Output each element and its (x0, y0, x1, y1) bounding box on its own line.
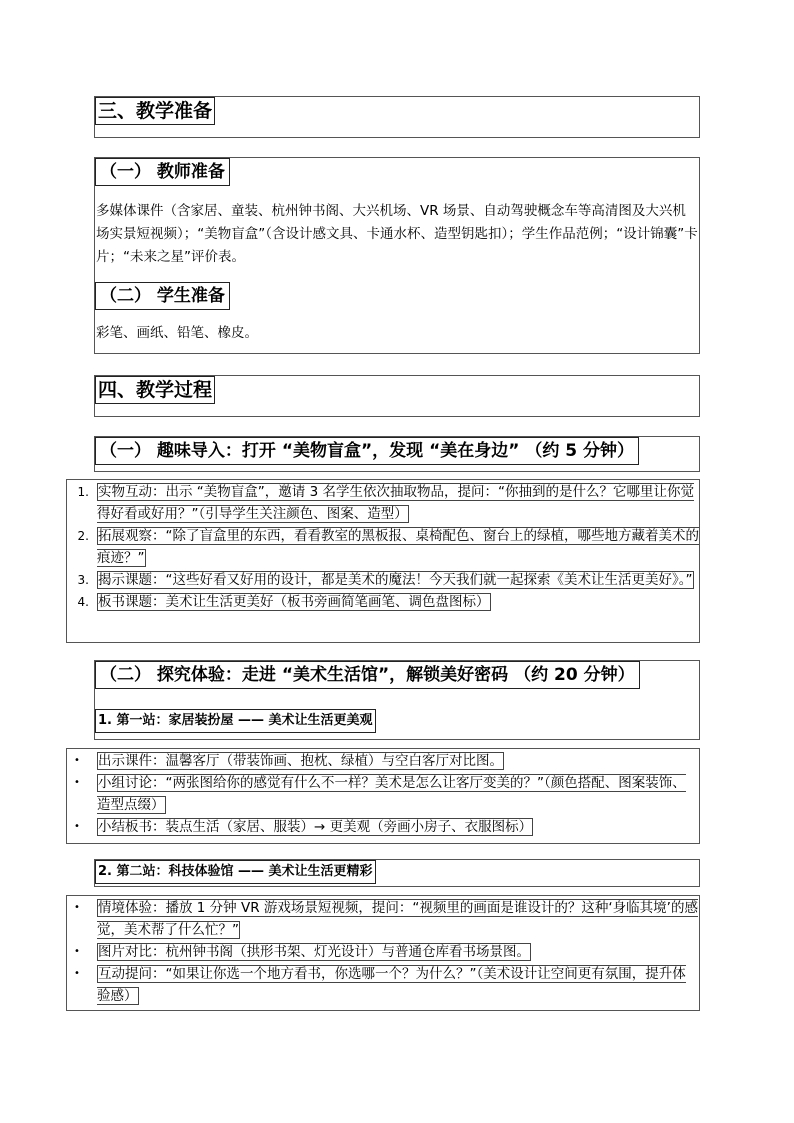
station-1-heading: 1. 第一站：家居装扮屋 —— 美术让生活更美观 (95, 709, 376, 733)
list-item-text: 小组讨论：“两张图给你的感觉有什么不一样？美术是怎么让客厅变美的？”（颜色搭配、图案装饰、造型点缀） (97, 775, 686, 813)
list-item-text: 揭示课题：“这些好看又好用的设计，都是美术的魔法！今天我们就一起探索《美术让生活更美好》。” (98, 572, 693, 588)
list-item-text: 互动提问：“如果让你选一个地方看书，你选哪一个？为什么？”（美术设计让空间更有氛围，提升体验感） (97, 966, 686, 1004)
list-item: • 小结板书：装点生活（家居、服装）→ 更美观（旁画小房子、衣服图标） (74, 819, 533, 835)
list-item: • 小组讨论：“两张图给你的感觉有什么不一样？美术是怎么让客厅变美的？”（颜色搭配、图案装饰、造型点缀） (74, 775, 686, 813)
station-2-heading-box (94, 859, 700, 887)
list-item-text: 板书课题：美术让生活更美好（板书旁画简笔画笔、调色盘图标） (98, 594, 490, 610)
list-item-text: 出示课件：温馨客厅（带装饰画、抱枕、绿植）与空白客厅对比图。 (98, 753, 503, 769)
list-item-text: 情境体验：播放 1 分钟 VR 游戏场景短视频，提问：“视频里的画面是谁设计的？这种‘身临其境’的感觉，美术帮了什么忙？” (97, 900, 698, 938)
list-item: • 出示课件：温馨客厅（带装饰画、抱枕、绿植）与空白客厅对比图。 (74, 753, 503, 769)
list-item: 4. 板书课题：美术让生活更美好（板书旁画简笔画笔、调色盘图标） (77, 594, 490, 610)
station-2-heading: 2. 第二站：科技体验馆 —— 美术让生活更精彩 (95, 860, 376, 884)
station-2-list (66, 895, 700, 1011)
list-item: • 情境体验：播放 1 分钟 VR 游戏场景短视频，提问：“视频里的画面是谁设计的？这种‘身临其境’的感觉，美术帮了什么忙？” (74, 900, 698, 938)
list-item: 2. 拓展观察：“除了盲盒里的东西，看看教室的黑板报、桌椅配色、窗台上的绿植，哪些地方藏着美术的痕迹？” (77, 528, 699, 566)
section-4-title-box (94, 375, 700, 417)
list-item: • 互动提问：“如果让你选一个地方看书，你选哪一个？为什么？”（美术设计让空间更有氛围，提升体验感） (74, 966, 686, 1004)
section-3-title-box (94, 96, 700, 138)
part-2-heading-box (94, 660, 700, 740)
teacher-prep-heading: （一） 教师准备 (95, 158, 230, 186)
list-item-text: 实物互动：出示 “美物盲盒”，邀请 3 名学生依次抽取物品，提问：“你抽到的是什么？它哪里让你觉得好看或好用？”（引导学生关注颜色、图案、造型） (97, 484, 694, 522)
student-prep-heading: （二） 学生准备 (95, 282, 230, 310)
teacher-prep-text: 多媒体课件（含家居、童装、杭州钟书阁、大兴机场、VR 场景、自动驾驶概念车等高清图及大兴机场实景短视频）；“美物盲盒”（含设计感文具、卡通水杯、造型钥匙扣）；学生作品范例；“设计锦囊”卡片；“未来之星”评价表。 (96, 203, 698, 265)
part-1-heading: （一） 趣味导入：打开 “美物盲盒”，发现 “美在身边” （约 5 分钟） (95, 437, 639, 465)
list-item: • 图片对比：杭州钟书阁（拱形书架、灯光设计）与普通仓库看书场景图。 (74, 944, 530, 960)
list-item-text: 小结板书：装点生活（家居、服装）→ 更美观（旁画小房子、衣服图标） (98, 819, 533, 835)
student-prep-text: 彩笔、画纸、铅笔、橡皮。 (96, 325, 258, 341)
section-4-title: 四、教学过程 (95, 376, 215, 404)
station-1-list (66, 748, 700, 844)
part-1-heading-box (94, 436, 700, 472)
list-item: 1. 实物互动：出示 “美物盲盒”，邀请 3 名学生依次抽取物品，提问：“你抽到的是什么？它哪里让你觉得好看或好用？”（引导学生关注颜色、图案、造型） (77, 484, 694, 522)
list-item-text: 拓展观察：“除了盲盒里的东西，看看教室的黑板报、桌椅配色、窗台上的绿植，哪些地方藏着美术的痕迹？” (97, 528, 699, 566)
list-item: 3. 揭示课题：“这些好看又好用的设计，都是美术的魔法！今天我们就一起探索《美术让生活更美好》。” (77, 572, 693, 588)
preparation-box (94, 157, 700, 354)
section-3-title: 三、教学准备 (95, 97, 215, 125)
list-item-text: 图片对比：杭州钟书阁（拱形书架、灯光设计）与普通仓库看书场景图。 (98, 944, 530, 960)
part-2-heading: （二） 探究体验：走进 “美术生活馆”，解锁美好密码 （约 20 分钟） (95, 661, 640, 689)
part-1-list (66, 479, 700, 643)
